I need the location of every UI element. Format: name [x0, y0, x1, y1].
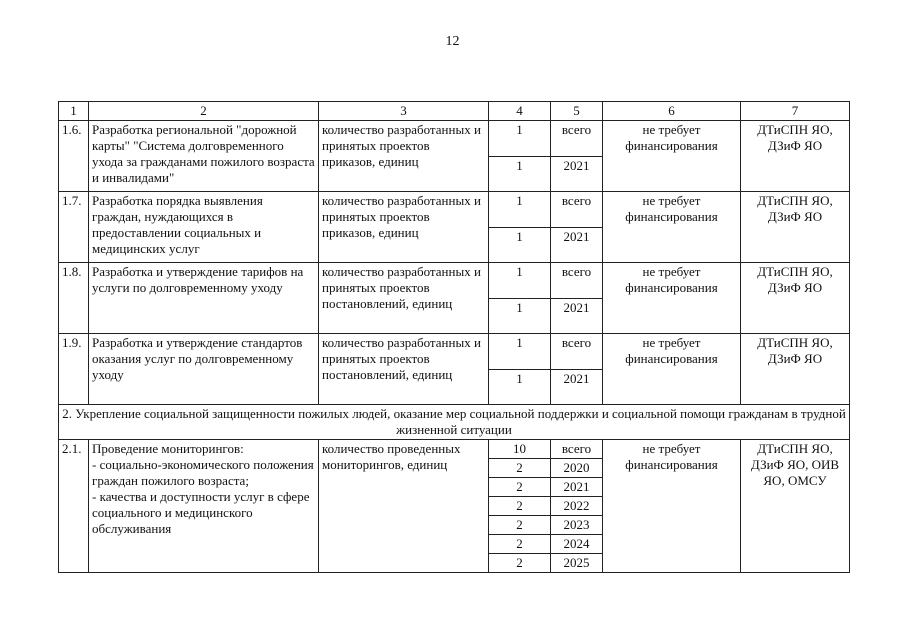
executor: ДТиСПН ЯО, ДЗиФ ЯО [741, 121, 850, 192]
value-cell: 10 [489, 440, 551, 459]
item-number: 2.1. [59, 440, 89, 573]
item-number: 1.7. [59, 192, 89, 263]
indicator: количество проведенных мониторингов, единиц [319, 440, 489, 573]
executor: ДТиСПН ЯО, ДЗиФ ЯО [741, 263, 850, 334]
item-number: 1.9. [59, 334, 89, 405]
financing: не требует финансирования [603, 263, 741, 334]
table-row [59, 440, 850, 459]
financing: не требует финансирования [603, 334, 741, 405]
value-cell: 2 [489, 478, 551, 497]
table-row [59, 334, 850, 370]
activity-name: Разработка порядка выявления граждан, нуждающихся в предоставлении социальных и медицинских услуг [89, 192, 319, 263]
period-cell: всего [551, 192, 603, 228]
activity-name: Разработка и утверждение тарифов на услуги по долговременному уходу [89, 263, 319, 334]
period-cell: 2021 [551, 478, 603, 497]
table-row [59, 121, 850, 157]
header-cell: 2 [89, 102, 319, 121]
value-cell: 2 [489, 497, 551, 516]
activities-table [58, 101, 850, 573]
period-cell: 2020 [551, 459, 603, 478]
item-number: 1.6. [59, 121, 89, 192]
value-cell: 1 [489, 263, 551, 299]
activity-name-line: - социально-экономического положения граждан пожилого возраста; [92, 457, 314, 488]
value-cell: 2 [489, 459, 551, 478]
indicator: количество разработанных и принятых проектов приказов, единиц [319, 121, 489, 192]
activity-name: Разработка региональной "дорожной карты" "Система долговременного ухода за гражданами пожилого возраста и инвалидами" [89, 121, 319, 192]
value-cell: 2 [489, 516, 551, 535]
value-cell: 1 [489, 121, 551, 157]
value-cell: 1 [489, 227, 551, 263]
indicator: количество разработанных и принятых проектов приказов, единиц [319, 192, 489, 263]
indicator: количество разработанных и принятых проектов постановлений, единиц [319, 263, 489, 334]
period-cell: всего [551, 440, 603, 459]
activity-name-line: Проведение мониторингов: [92, 441, 244, 456]
section-row [59, 405, 850, 440]
section-title: 2. Укрепление социальной защищенности пожилых людей, оказание мер социальной поддержки и социальной помощи гражданам в трудной жизненной ситуации [59, 405, 850, 440]
executor: ДТиСПН ЯО, ДЗиФ ЯО [741, 334, 850, 405]
activity-name: Разработка и утверждение стандартов оказания услуг по долговременному уходу [89, 334, 319, 405]
period-cell: 2021 [551, 156, 603, 192]
period-cell: 2021 [551, 369, 603, 405]
indicator: количество разработанных и принятых проектов постановлений, единиц [319, 334, 489, 405]
header-cell: 3 [319, 102, 489, 121]
financing: не требует финансирования [603, 192, 741, 263]
header-cell: 4 [489, 102, 551, 121]
financing: не требует финансирования [603, 440, 741, 573]
period-cell: всего [551, 263, 603, 299]
value-cell: 1 [489, 192, 551, 228]
value-cell: 1 [489, 334, 551, 370]
header-cell: 7 [741, 102, 850, 121]
executor: ДТиСПН ЯО, ДЗиФ ЯО [741, 192, 850, 263]
value-cell: 1 [489, 369, 551, 405]
header-cell: 6 [603, 102, 741, 121]
period-cell: 2023 [551, 516, 603, 535]
table-row [59, 192, 850, 228]
header-cell: 1 [59, 102, 89, 121]
period-cell: всего [551, 334, 603, 370]
header-row [59, 102, 850, 121]
period-cell: 2022 [551, 497, 603, 516]
value-cell: 1 [489, 156, 551, 192]
activity-name-line: - качества и доступности услуг в сфере социального и медицинского обслуживания [92, 489, 310, 536]
period-cell: 2021 [551, 298, 603, 334]
executor: ДТиСПН ЯО, ДЗиФ ЯО, ОИВ ЯО, ОМСУ [741, 440, 850, 573]
period-cell: 2025 [551, 554, 603, 573]
period-cell: 2021 [551, 227, 603, 263]
financing: не требует финансирования [603, 121, 741, 192]
item-number: 1.8. [59, 263, 89, 334]
header-cell: 5 [551, 102, 603, 121]
value-cell: 2 [489, 535, 551, 554]
activity-name [89, 440, 319, 573]
period-cell: всего [551, 121, 603, 157]
value-cell: 1 [489, 298, 551, 334]
value-cell: 2 [489, 554, 551, 573]
period-cell: 2024 [551, 535, 603, 554]
table-row [59, 263, 850, 299]
page-number: 12 [445, 34, 460, 49]
